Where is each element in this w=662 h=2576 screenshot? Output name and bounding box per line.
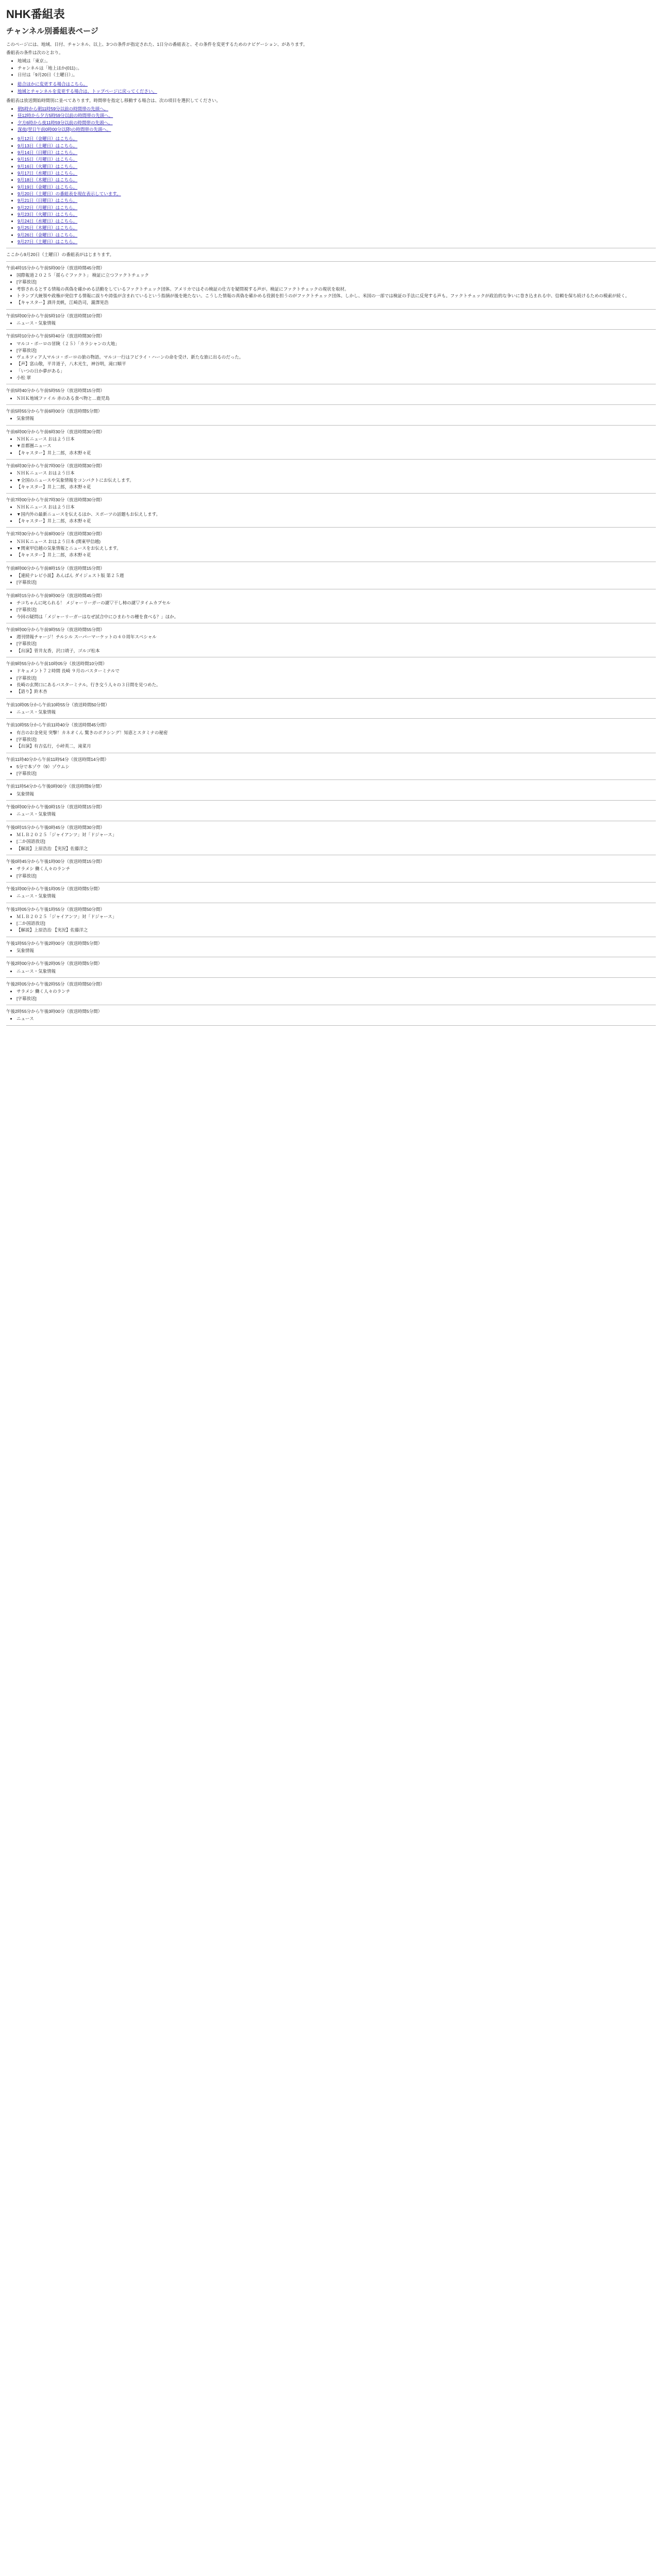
program-detail: • [二か国語放送] bbox=[16, 838, 656, 844]
divider bbox=[6, 977, 656, 978]
divider bbox=[6, 329, 656, 330]
program-time: 午前8時15分から午前9時00分（放送時間45分間） bbox=[6, 592, 105, 598]
program-time: 午前5時55分から午前6時00分（放送時間5分間） bbox=[6, 409, 103, 414]
time-link-evening[interactable]: 夕方6時から夜11時59分以前の時間帯の先頭へ。 bbox=[18, 120, 113, 125]
program-title: • ＮＨＫニュース おはよう日本 bbox=[16, 470, 656, 476]
program-detail: • ▼首都圏ニュース bbox=[16, 443, 656, 449]
program-title: • 有吉のお金発見 突撃！カネオくん 驚きのボクシング！知恵とスタミナの秘密 bbox=[16, 730, 656, 736]
program-detail: • ▼全国のニュースや気象情報をコンパクトにお伝えします。 bbox=[16, 477, 656, 483]
program-detail: • [字幕放送] bbox=[16, 606, 656, 613]
program-detail: • 【出演】菅井友香，沢口靖子，ゴルゴ松本 bbox=[16, 648, 656, 654]
program-detail: • [字幕放送] bbox=[16, 675, 656, 681]
program-detail: • 【キャスター】井上二郎，赤木野々花 bbox=[16, 518, 656, 524]
program-detail: • 【解説】上原浩治 【実況】佐藤洋之 bbox=[16, 845, 656, 852]
program-entry bbox=[6, 722, 656, 753]
date-link[interactable]: 9月23日（火曜日）はこちら。 bbox=[18, 211, 78, 217]
program-title: • 気象情報 bbox=[16, 415, 656, 421]
time-link-morning[interactable]: 朝5時から朝11時59分以前の時間帯の先頭へ。 bbox=[18, 106, 109, 112]
divider bbox=[6, 459, 656, 460]
change-channel-link[interactable]: 総合ほかに変更する場合はこちら。 bbox=[18, 81, 88, 87]
program-detail: • [字幕放送] bbox=[16, 579, 656, 585]
condition-region: • 地域は「東京」。 bbox=[18, 58, 656, 64]
program-time: 午前4時15分から午前5時00分（放送時間45分間） bbox=[6, 265, 105, 270]
program-title: • ＭＬＢ２０２５「ジャイアンツ」対「ドジャース」 bbox=[16, 832, 656, 838]
program-time: 午前9時00分から午前9時55分（放送時間55分間） bbox=[6, 626, 105, 632]
program-time: 午前7時30分から午前8時00分（放送時間30分間） bbox=[6, 531, 105, 537]
date-link[interactable]: 9月16日（火曜日）はこちら。 bbox=[18, 163, 78, 169]
page-subtitle: チャンネル別番組表ページ bbox=[6, 26, 98, 36]
program-detail: • 【キャスター】井上二郎，赤木野々花 bbox=[16, 484, 656, 490]
date-link[interactable]: 9月18日（木曜日）はこちら。 bbox=[18, 177, 78, 183]
program-title: • ＮＨＫニュース おはよう日本 bbox=[16, 436, 656, 442]
program-entry bbox=[6, 1008, 656, 1026]
program-details bbox=[6, 709, 656, 715]
divider bbox=[6, 425, 656, 426]
program-details bbox=[6, 395, 656, 401]
program-entry bbox=[6, 886, 656, 903]
program-detail: • 【声】富山敬，平井道子，八木光生，神谷明，滝口順平 bbox=[16, 361, 656, 367]
date-link[interactable]: 9月15日（月曜日）はこちら。 bbox=[18, 157, 78, 162]
program-entry bbox=[6, 565, 656, 589]
program-time: 午後1時00分から午後1時05分（放送時間5分間） bbox=[6, 886, 103, 891]
date-link[interactable]: 9月25日（木曜日）はこちら。 bbox=[18, 225, 78, 231]
program-time: 午後0時45分から午後1時00分（放送時間15分間） bbox=[6, 858, 105, 864]
program-detail: • 「いつの日か夢がある」 bbox=[16, 368, 656, 374]
page-title: NHK番組表 bbox=[6, 8, 65, 21]
program-time: 午後2時55分から午後3時00分（放送時間5分間） bbox=[6, 1008, 103, 1014]
date-link[interactable]: 9月17日（水曜日）はこちら。 bbox=[18, 170, 78, 176]
divider bbox=[6, 779, 656, 780]
program-entry bbox=[6, 387, 656, 405]
program-detail: • [字幕放送] bbox=[16, 640, 656, 647]
program-details bbox=[6, 913, 656, 934]
program-title: • ニュース・気象情報 bbox=[16, 811, 656, 817]
date-link[interactable]: 9月12日（金曜日）はこちら。 bbox=[18, 136, 78, 142]
page bbox=[0, 0, 662, 1039]
intro-text: このページには、地域、日付、チャンネル、以上、3つの条件が指定された、1日分の番組表と、その条件を変更するためのナビゲーション、があります。 bbox=[6, 41, 308, 47]
program-title: • ニュース・気象情報 bbox=[16, 709, 656, 715]
program-entry bbox=[6, 429, 656, 460]
program-details bbox=[6, 415, 656, 421]
program-detail: • 長崎の玄関口にあるバスターミナル。行き交う人々の３日間を見つめた。 bbox=[16, 682, 656, 688]
divider bbox=[6, 527, 656, 528]
program-time: 午前5時40分から午前5時55分（放送時間15分間） bbox=[6, 388, 105, 394]
program-title: • ドキュメント７２時間 長崎 ９月のバスターミナルで bbox=[16, 668, 656, 674]
program-details bbox=[6, 538, 656, 558]
program-details bbox=[6, 572, 656, 586]
date-link[interactable]: 9月24日（水曜日）はこちら。 bbox=[18, 218, 78, 224]
program-time: 午前6時00分から午前6時30分（放送時間30分間） bbox=[6, 429, 105, 434]
program-details bbox=[6, 436, 656, 456]
program-detail: • トランプ大統領や政権が発信する情報に誤りや誇張が含まれているという指摘が後を絶たない。こうした情報の真偽を確かめる役割を担うのがファクトチェック団体。しかし、米国の一部では検証の手法に反発する声も。ファクトチェックが政治的な争いに巻き込まれる中、信頼を保ち続けるための模索が続く。 bbox=[16, 293, 656, 299]
program-title: • 5分で本ゾウ（9）ゾウムシ bbox=[16, 764, 656, 770]
program-detail: • ヴェネツィア人マルコ・ポーロの旅の物語。マルコ一行はフビライ・ハーンの命を受け、新たな旅に出るのだった。 bbox=[16, 354, 656, 360]
date-link[interactable]: 9月27日（土曜日）はこちら。 bbox=[18, 239, 78, 245]
time-link-afternoon[interactable]: 昼12時から夕方5時59分以前の時間帯の先頭へ。 bbox=[18, 113, 113, 118]
program-time: 午前6時30分から午前7時00分（放送時間30分間） bbox=[6, 463, 105, 468]
program-detail: • 今回の疑問は「メジャーリーガーはなぜ試合中にひまわりの種を食べる？」ほか。 bbox=[16, 614, 656, 620]
date-link[interactable]: 9月13日（土曜日）はこちら。 bbox=[18, 143, 78, 148]
program-detail: • [字幕放送] bbox=[16, 873, 656, 879]
program-time: 午前7時00分から午前7時30分（放送時間30分間） bbox=[6, 497, 105, 503]
program-details bbox=[6, 811, 656, 817]
program-details bbox=[6, 764, 656, 777]
program-detail: • [字幕放送] bbox=[16, 736, 656, 742]
program-title: • サラメシ 働く人々のランチ bbox=[16, 866, 656, 872]
program-time: 午後0時15分から午後0時45分（放送時間30分間） bbox=[6, 824, 105, 830]
program-entry bbox=[6, 265, 656, 310]
program-detail: • 【キャスター】酒井美帆，江崎浩司，瀧澤晃浩 bbox=[16, 299, 656, 306]
program-entry bbox=[6, 660, 656, 699]
program-detail: • 【キャスター】井上二郎，赤木野々花 bbox=[16, 552, 656, 558]
current-date-link[interactable]: 9月20日（土曜日）の番組表を現在表示しています。 bbox=[18, 191, 121, 196]
program-details bbox=[6, 988, 656, 1002]
program-entry bbox=[6, 804, 656, 821]
date-link[interactable]: 9月26日（金曜日）はこちら。 bbox=[18, 232, 78, 238]
program-detail: • 考察されるとする情報の真偽を確かめる活動をしているファクトチェック団体。アメリカではその検証の仕方を疑問視する声が。検証にファクトチェックの現状を取材。 bbox=[16, 286, 656, 292]
divider bbox=[6, 493, 656, 494]
program-details bbox=[6, 470, 656, 490]
change-links bbox=[6, 81, 656, 94]
program-time: 午前5時00分から午前5時10分（放送時間10分間） bbox=[6, 313, 105, 318]
program-detail: • [字幕放送] bbox=[16, 279, 656, 285]
divider bbox=[6, 309, 656, 310]
program-time: 午前11時54分から午後0時00分（放送時間6分間） bbox=[6, 784, 105, 789]
program-entry bbox=[6, 333, 656, 384]
divider bbox=[6, 1025, 656, 1026]
schedule-start: ここから9月20日（土曜日）の番組表がはじまります。 bbox=[6, 252, 114, 258]
program-details bbox=[6, 320, 656, 326]
program-title: • ニュース bbox=[16, 1015, 656, 1022]
program-title: • 国際報道２０２５「揺らぐファクト」 検証に立つファクトチェック bbox=[16, 272, 656, 278]
program-entry bbox=[6, 824, 656, 855]
program-time: 午前11時40分から午前11時54分（放送時間14分間） bbox=[6, 756, 109, 762]
program-detail: • ▼関東甲信越の気象情報とニュースをお伝えします。 bbox=[16, 545, 656, 551]
program-title: • マルコ・ポーロの冒険（２５）「カラシャンの大地」 bbox=[16, 341, 656, 347]
program-entry bbox=[6, 981, 656, 1005]
date-link[interactable]: 9月19日（金曜日）はこちら。 bbox=[18, 184, 78, 190]
program-entry bbox=[6, 626, 656, 657]
program-title: • ＭＬＢ２０２５「ジャイアンツ」対「ドジャース」 bbox=[16, 913, 656, 920]
program-entry bbox=[6, 497, 656, 528]
divider bbox=[6, 718, 656, 719]
program-time: 午前9時55分から午前10時05分（放送時間10分間） bbox=[6, 661, 107, 667]
program-title: • 週刊情報チャージ！チルシル スーパーマーケットの４０周年スペシャル bbox=[16, 634, 656, 640]
program-time: 午前8時00分から午前8時15分（放送時間15分間） bbox=[6, 565, 105, 571]
program-details bbox=[6, 600, 656, 620]
program-details bbox=[6, 730, 656, 750]
time-range-links bbox=[6, 106, 656, 132]
program-detail: • ▼国内外の最新ニュースを伝えるほか、スポーツの話題もお伝えします。 bbox=[16, 511, 656, 517]
condition-date: • 日付は「9月20日（土曜日）」。 bbox=[18, 72, 656, 78]
divider bbox=[6, 882, 656, 883]
program-time: 午後1時05分から午後1時55分（放送時間50分間） bbox=[6, 906, 105, 912]
date-link[interactable]: 9月21日（日曜日）はこちら。 bbox=[18, 198, 78, 204]
program-time: 午後2時00分から午後2時05分（放送時間5分間） bbox=[6, 961, 103, 967]
program-detail: • [字幕放送] bbox=[16, 347, 656, 353]
program-title: • ニュース・気象情報 bbox=[16, 968, 656, 974]
program-details bbox=[6, 866, 656, 879]
program-detail: • 【解説】上原浩治 【実況】佐藤洋之 bbox=[16, 927, 656, 933]
conditions-list bbox=[6, 58, 656, 78]
program-details bbox=[6, 504, 656, 524]
program-entry bbox=[6, 960, 656, 978]
program-details bbox=[6, 947, 656, 954]
program-detail: • 小松 翠 bbox=[16, 375, 656, 381]
program-title: • ＮＨＫニュース おはよう日本 bbox=[16, 504, 656, 510]
program-time: 午後0時00分から午後0時15分（放送時間15分間） bbox=[6, 804, 105, 810]
program-title: • 気象情報 bbox=[16, 947, 656, 954]
program-details bbox=[6, 1015, 656, 1022]
time-link-latenight[interactable]: 深夜(翌日午前0時00分以降)の時間帯の先頭へ。 bbox=[18, 127, 111, 132]
program-detail: • 【語り】鈴木杏 bbox=[16, 688, 656, 694]
program-details bbox=[6, 272, 656, 306]
conditions-heading: 番組表の条件は次のとおり。 bbox=[6, 49, 63, 55]
program-title: • チコちゃんに叱られる！ メジャーリーガーの謎▽干し柿の謎▽タイムカプセル bbox=[16, 600, 656, 606]
program-title: • ニュース・気象情報 bbox=[16, 893, 656, 899]
program-entry bbox=[6, 906, 656, 937]
program-list bbox=[6, 265, 656, 1026]
program-entry bbox=[6, 858, 656, 883]
program-time: 午前5時10分から午前5時40分（放送時間30分間） bbox=[6, 333, 105, 339]
date-link[interactable]: 9月14日（日曜日）はこちら。 bbox=[18, 150, 78, 156]
program-title: • ＮＨＫ地域ファイル 赤のある食べ物と…鹿児島 bbox=[16, 395, 656, 401]
program-title: • 【連続テレビ小説】あんぱん ダイジェスト版 第２５週 bbox=[16, 572, 656, 579]
condition-channel: • チャンネルは「地上ほか(011)」。 bbox=[18, 65, 656, 71]
program-detail: • 【出演】有吉弘行，小峠英二，滝菜月 bbox=[16, 743, 656, 749]
divider bbox=[6, 404, 656, 405]
program-details bbox=[6, 341, 656, 381]
program-entry bbox=[6, 702, 656, 719]
program-entry bbox=[6, 940, 656, 958]
program-entry bbox=[6, 463, 656, 494]
program-time: 午後1時55分から午後2時00分（放送時間5分間） bbox=[6, 940, 103, 946]
program-entry bbox=[6, 531, 656, 562]
program-details bbox=[6, 968, 656, 974]
program-entry bbox=[6, 408, 656, 426]
program-time: 午後2時05分から午後2時55分（放送時間50分間） bbox=[6, 981, 105, 987]
program-details bbox=[6, 832, 656, 852]
program-details bbox=[6, 791, 656, 797]
program-time: 午前10時55分から午前11時40分（放送時間45分間） bbox=[6, 722, 109, 728]
time-note: 番組表は放送開始時間別に並べてあります。時間帯を指定し移動する場合は、次の項目を選択してください。 bbox=[6, 97, 221, 103]
program-entry bbox=[6, 313, 656, 330]
program-title: • ニュース・気象情報 bbox=[16, 320, 656, 326]
program-entry bbox=[6, 783, 656, 801]
program-entry bbox=[6, 592, 656, 623]
program-detail: • 【キャスター】井上二郎，赤木野々花 bbox=[16, 450, 656, 456]
date-link[interactable]: 9月22日（月曜日）はこちら。 bbox=[18, 205, 78, 210]
divider bbox=[6, 800, 656, 801]
program-details bbox=[6, 634, 656, 654]
program-detail: • [二か国語放送] bbox=[16, 920, 656, 926]
program-title: • ＮＨＫニュース おはよう日本 (関東甲信越) bbox=[16, 538, 656, 545]
program-detail: • [字幕放送] bbox=[16, 770, 656, 776]
program-title: • 気象情報 bbox=[16, 791, 656, 797]
program-details bbox=[6, 668, 656, 694]
program-time: 午前10時05分から午前10時55分（放送時間50分間） bbox=[6, 702, 110, 707]
back-to-top-link[interactable]: 地域とチャンネルを変更する場合は、トップページに戻ってください。 bbox=[18, 88, 157, 94]
date-links bbox=[6, 135, 656, 245]
divider bbox=[6, 261, 656, 262]
program-entry bbox=[6, 756, 656, 781]
program-details bbox=[6, 893, 656, 899]
divider bbox=[6, 698, 656, 699]
program-detail: • [字幕放送] bbox=[16, 995, 656, 1002]
program-title: • サラメシ 働く人々のランチ bbox=[16, 988, 656, 994]
